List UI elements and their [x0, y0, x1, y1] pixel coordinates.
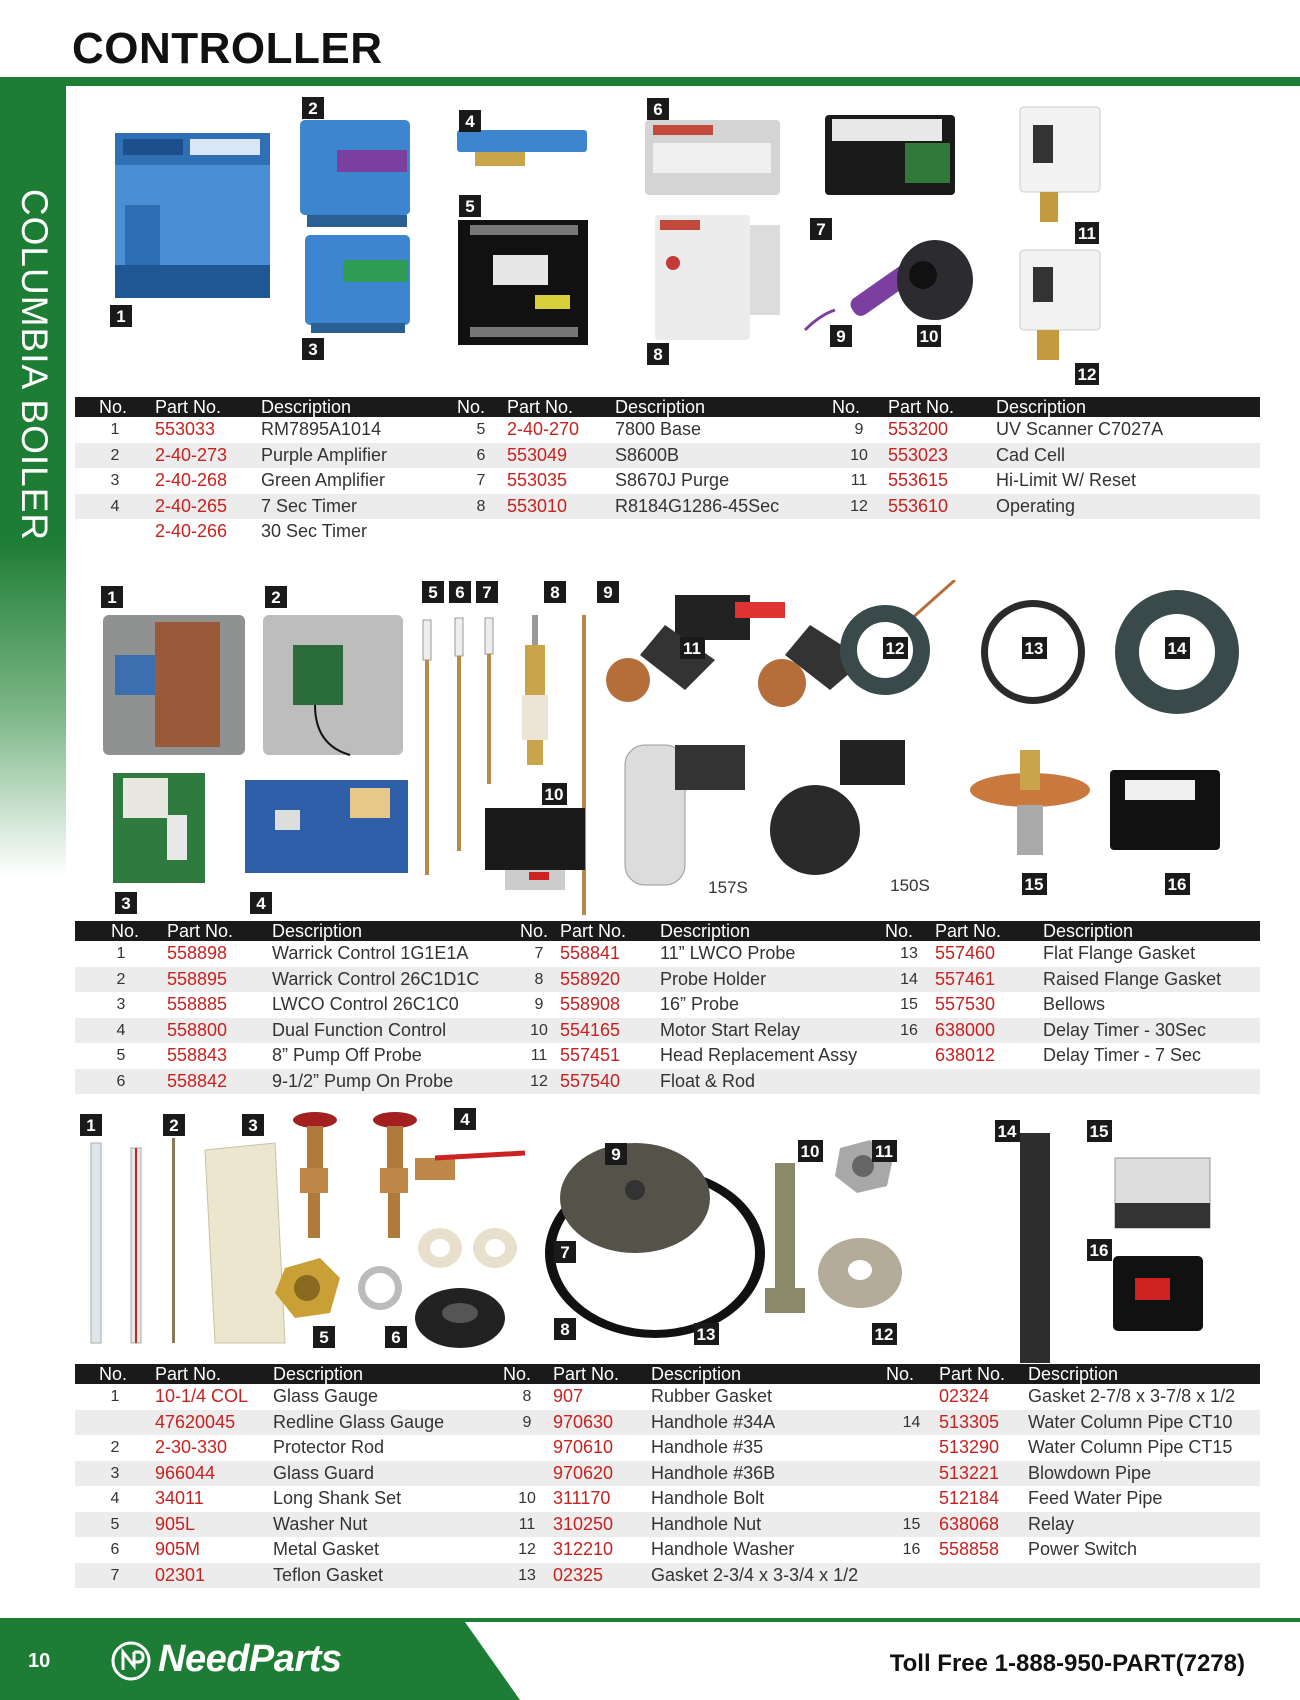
- table-header-row: No. Part No. Description No. Part No. Description No. Part No. Description: [75, 397, 1260, 417]
- svg-text:5: 5: [465, 197, 475, 216]
- relay-image: [1115, 1158, 1210, 1228]
- warrick-control-2-image: [263, 615, 403, 755]
- s8600b-image: [645, 120, 780, 195]
- callout-13: [694, 1323, 719, 1345]
- purple-amplifier-image: [300, 120, 410, 227]
- svg-text:8: 8: [653, 345, 663, 364]
- section3-photos: [75, 1108, 1260, 1363]
- callout-15: [1087, 1120, 1112, 1142]
- table-row: 6 558842 9-1/2” Pump On Probe 12 557540 Float & Rod: [75, 1069, 1260, 1095]
- svg-text:3: 3: [121, 894, 131, 913]
- lwco-control-image: [113, 773, 205, 883]
- svg-text:12: 12: [874, 1325, 894, 1344]
- svg-text:6: 6: [391, 1328, 401, 1347]
- footer-rule: [0, 1618, 1300, 1622]
- needparts-logo-icon: [110, 1640, 152, 1682]
- operating-control-image: [1020, 250, 1100, 360]
- callout-9: [605, 1143, 627, 1165]
- callout-13: [1022, 637, 1047, 659]
- callout-1: [80, 1114, 102, 1136]
- callout-3: [302, 338, 324, 360]
- table-row: 4 558800 Dual Function Control 10 554165 Motor Start Relay 16 638000 Delay Timer - 30Sec: [75, 1018, 1260, 1044]
- svg-text:9: 9: [603, 583, 613, 602]
- svg-text:5: 5: [428, 583, 438, 602]
- svg-text:14: 14: [997, 1122, 1017, 1141]
- svg-text:9: 9: [611, 1145, 621, 1164]
- lwco-probe-image: [485, 618, 493, 784]
- callout-11: [1075, 222, 1099, 244]
- callout-2: [163, 1114, 185, 1136]
- power-switch-image: [1113, 1256, 1203, 1331]
- svg-text:9: 9: [836, 327, 846, 346]
- callout-9: [597, 581, 619, 603]
- svg-text:13: 13: [1024, 639, 1044, 658]
- svg-text:10: 10: [544, 785, 564, 804]
- table-row: 2 2-30-330 Protector Rod 970610 Handhole #35 513290 Water Column Pipe CT15: [110, 1437, 1233, 1457]
- svg-text:16: 16: [1167, 875, 1187, 894]
- callout-16: [1087, 1239, 1112, 1261]
- title-rule: [0, 77, 1300, 86]
- handhole-image: [545, 1143, 765, 1338]
- callout-8: [554, 1318, 576, 1340]
- flat-flange-gasket-image: [840, 600, 1085, 704]
- svg-text:6: 6: [653, 100, 663, 119]
- table-row: 2 558895 Warrick Control 26C1D1C 8 558920 Probe Holder 14 557461 Raised Flange Gasket: [75, 967, 1260, 993]
- s8670j-image: [825, 115, 955, 195]
- svg-text:8: 8: [550, 583, 560, 602]
- water-column-pipe-image: [1020, 1133, 1050, 1363]
- callout-9: [830, 325, 852, 347]
- side-label: COLUMBIA BOILER: [14, 188, 55, 542]
- motor-start-relay-image: [485, 808, 585, 890]
- section2-parts-table: [75, 921, 1260, 1094]
- section2-photos: [75, 580, 1260, 915]
- callout-12: [872, 1323, 897, 1345]
- table-row: 6 905M Metal Gasket 12 312210 Handhole Washer 16 558858 Power Switch: [110, 1539, 1138, 1559]
- handhole-bolt-image: [765, 1163, 805, 1313]
- svg-text:16: 16: [1089, 1241, 1109, 1260]
- callout-3: [242, 1114, 264, 1136]
- svg-text:12: 12: [1077, 365, 1097, 384]
- table-row: 3 966044 Glass Guard 970620 Handhole #36B 513221 Blowdown Pipe: [75, 1461, 1260, 1487]
- redline-glass-gauge-image: [131, 1148, 141, 1343]
- callout-5: [313, 1326, 335, 1348]
- table-header-row: No. Part No. Description No. Part No. Description No. Part No. Description: [75, 921, 1260, 941]
- callout-15: [1022, 873, 1047, 895]
- table-row: 5 905L Washer Nut 11 310250 Handhole Nut 15 638068 Relay: [75, 1512, 1260, 1538]
- green-amplifier-image: [305, 235, 410, 333]
- svg-text:2: 2: [308, 99, 318, 118]
- table-header-row: No. Part No. Description No. Part No. Description No. Part No. Description: [75, 1364, 1260, 1384]
- page-number: 10: [28, 1650, 51, 1672]
- table-row: 3 558885 LWCO Control 26C1C0 9 558908 16” Probe 15 557530 Bellows: [116, 994, 1106, 1014]
- callout-4: [454, 1108, 476, 1130]
- callout-14: [1165, 637, 1190, 659]
- callout-11: [872, 1140, 897, 1162]
- callout-4: [250, 892, 272, 914]
- svg-text:4: 4: [460, 1110, 470, 1129]
- callout-1: [110, 305, 132, 327]
- callout-7: [810, 218, 832, 240]
- svg-text:7: 7: [482, 583, 492, 602]
- callout-12: [883, 637, 908, 659]
- metal-gasket-image: [358, 1266, 402, 1310]
- svg-text:8: 8: [560, 1320, 570, 1339]
- svg-text:4: 4: [256, 894, 266, 913]
- svg-text:7: 7: [560, 1243, 570, 1262]
- caption-157s: 157S: [708, 878, 748, 897]
- callout-8: [544, 581, 566, 603]
- svg-text:11: 11: [875, 1142, 893, 1161]
- svg-text:1: 1: [86, 1116, 96, 1135]
- caption-150s: 150S: [890, 876, 930, 895]
- handhole-washer-image: [818, 1238, 902, 1308]
- svg-text:12: 12: [885, 639, 905, 658]
- callout-14: [995, 1120, 1020, 1142]
- svg-text:10: 10: [800, 1142, 820, 1161]
- callout-6: [647, 98, 669, 120]
- pump-off-probe-image: [423, 620, 431, 875]
- svg-text:15: 15: [1024, 875, 1044, 894]
- base-image: [458, 220, 588, 345]
- warrick-control-1-image: [103, 615, 245, 755]
- pump-on-probe-image: [455, 618, 463, 851]
- callout-7: [476, 581, 498, 603]
- teflon-gasket-image: [418, 1228, 517, 1268]
- callout-11: [680, 637, 705, 659]
- callout-7: [554, 1241, 576, 1263]
- table-row: 4 34011 Long Shank Set 10 311170 Handhole Bolt 512184 Feed Water Pipe: [110, 1488, 1163, 1508]
- long-shank-set-image: [293, 1112, 525, 1238]
- svg-text:11: 11: [683, 639, 701, 658]
- washer-nut-image: [275, 1258, 340, 1318]
- glass-gauge-image: [91, 1143, 101, 1343]
- table-row: 3 2-40-268 Green Amplifier 7 553035 S8670J Purge 11 553615 Hi-Limit W/ Reset: [110, 470, 1137, 490]
- brand-logo[interactable]: NeedParts: [158, 1638, 342, 1680]
- callout-4: [459, 110, 481, 132]
- svg-text:13: 13: [696, 1325, 716, 1344]
- svg-text:15: 15: [1089, 1122, 1109, 1141]
- timer-card-image: [457, 130, 587, 166]
- table-row: 47620045 Redline Glass Gauge 9 970630 Handhole #34A 14 513305 Water Column Pipe CT10: [75, 1410, 1260, 1436]
- table-row: 2 2-40-273 Purple Amplifier 6 553049 S8600B 10 553023 Cad Cell: [75, 443, 1260, 469]
- glass-guard-image: [205, 1143, 285, 1343]
- table-row: 7 02301 Teflon Gasket 13 02325 Gasket 2-3/4 x 3-3/4 x 1/2: [75, 1563, 1260, 1589]
- callout-5: [422, 581, 444, 603]
- cad-cell-image: [897, 240, 973, 320]
- table-row: 2-40-266 30 Sec Timer: [155, 521, 368, 541]
- lwco-150s-image: [770, 740, 905, 875]
- callout-2: [302, 97, 324, 119]
- svg-text:1: 1: [107, 588, 117, 607]
- callout-10: [917, 325, 941, 347]
- svg-text:11: 11: [1078, 224, 1096, 243]
- callout-16: [1165, 873, 1190, 895]
- burner-control-image: [115, 133, 270, 298]
- rubber-gasket-image: [415, 1288, 505, 1348]
- table-row: 1 10-1/4 COL Glass Gauge 8 907 Rubber Gasket 02324 Gasket 2-7/8 x 3-7/8 x 1/2: [110, 1386, 1236, 1406]
- callout-10: [542, 783, 567, 805]
- svg-text:3: 3: [308, 340, 318, 359]
- dual-function-control-image: [245, 780, 408, 873]
- svg-text:3: 3: [248, 1116, 258, 1135]
- callout-6: [449, 581, 471, 603]
- section3-parts-table: [75, 1364, 1260, 1588]
- toll-free-phone[interactable]: Toll Free 1-888-950-PART(7278): [889, 1650, 1245, 1677]
- svg-text:10: 10: [919, 327, 939, 346]
- callout-1: [101, 586, 123, 608]
- svg-text:2: 2: [169, 1116, 179, 1135]
- callout-6: [385, 1326, 407, 1348]
- callout-8: [647, 343, 669, 365]
- r8184g-image: [655, 215, 780, 340]
- callout-2: [265, 586, 287, 608]
- callout-12: [1075, 363, 1099, 385]
- hi-limit-image: [1020, 107, 1100, 222]
- table-row: 1 553033 RM7895A1014 5 2-40-270 7800 Base 9 553200 UV Scanner C7027A: [110, 419, 1164, 439]
- svg-text:7: 7: [816, 220, 826, 239]
- section1-parts-table: [75, 397, 1260, 545]
- table-row: 5 558843 8” Pump Off Probe 11 557451 Head Replacement Assy 638012 Delay Timer - 7 Sec: [116, 1045, 1202, 1065]
- page-title: CONTROLLER: [72, 24, 383, 73]
- svg-text:5: 5: [319, 1328, 329, 1347]
- section1-photos: [75, 95, 1260, 395]
- callout-10: [798, 1140, 823, 1162]
- svg-text:4: 4: [465, 112, 475, 131]
- probe-holder-image: [522, 615, 548, 765]
- callout-5: [459, 195, 481, 217]
- svg-text:6: 6: [455, 583, 465, 602]
- lwco-157s-image: [625, 745, 745, 885]
- table-row: 1 558898 Warrick Control 1G1E1A 7 558841 11” LWCO Probe 13 557460 Flat Flange Gasket: [116, 943, 1196, 963]
- delay-timer-image: [1110, 770, 1220, 850]
- bellows-image: [970, 750, 1090, 855]
- protector-rod-image: [172, 1138, 175, 1343]
- svg-text:14: 14: [1167, 639, 1187, 658]
- callout-3: [115, 892, 137, 914]
- svg-text:2: 2: [271, 588, 281, 607]
- table-row: 4 2-40-265 7 Sec Timer 8 553010 R8184G1286-45Sec 12 553610 Operating: [75, 494, 1260, 520]
- svg-text:1: 1: [116, 307, 126, 326]
